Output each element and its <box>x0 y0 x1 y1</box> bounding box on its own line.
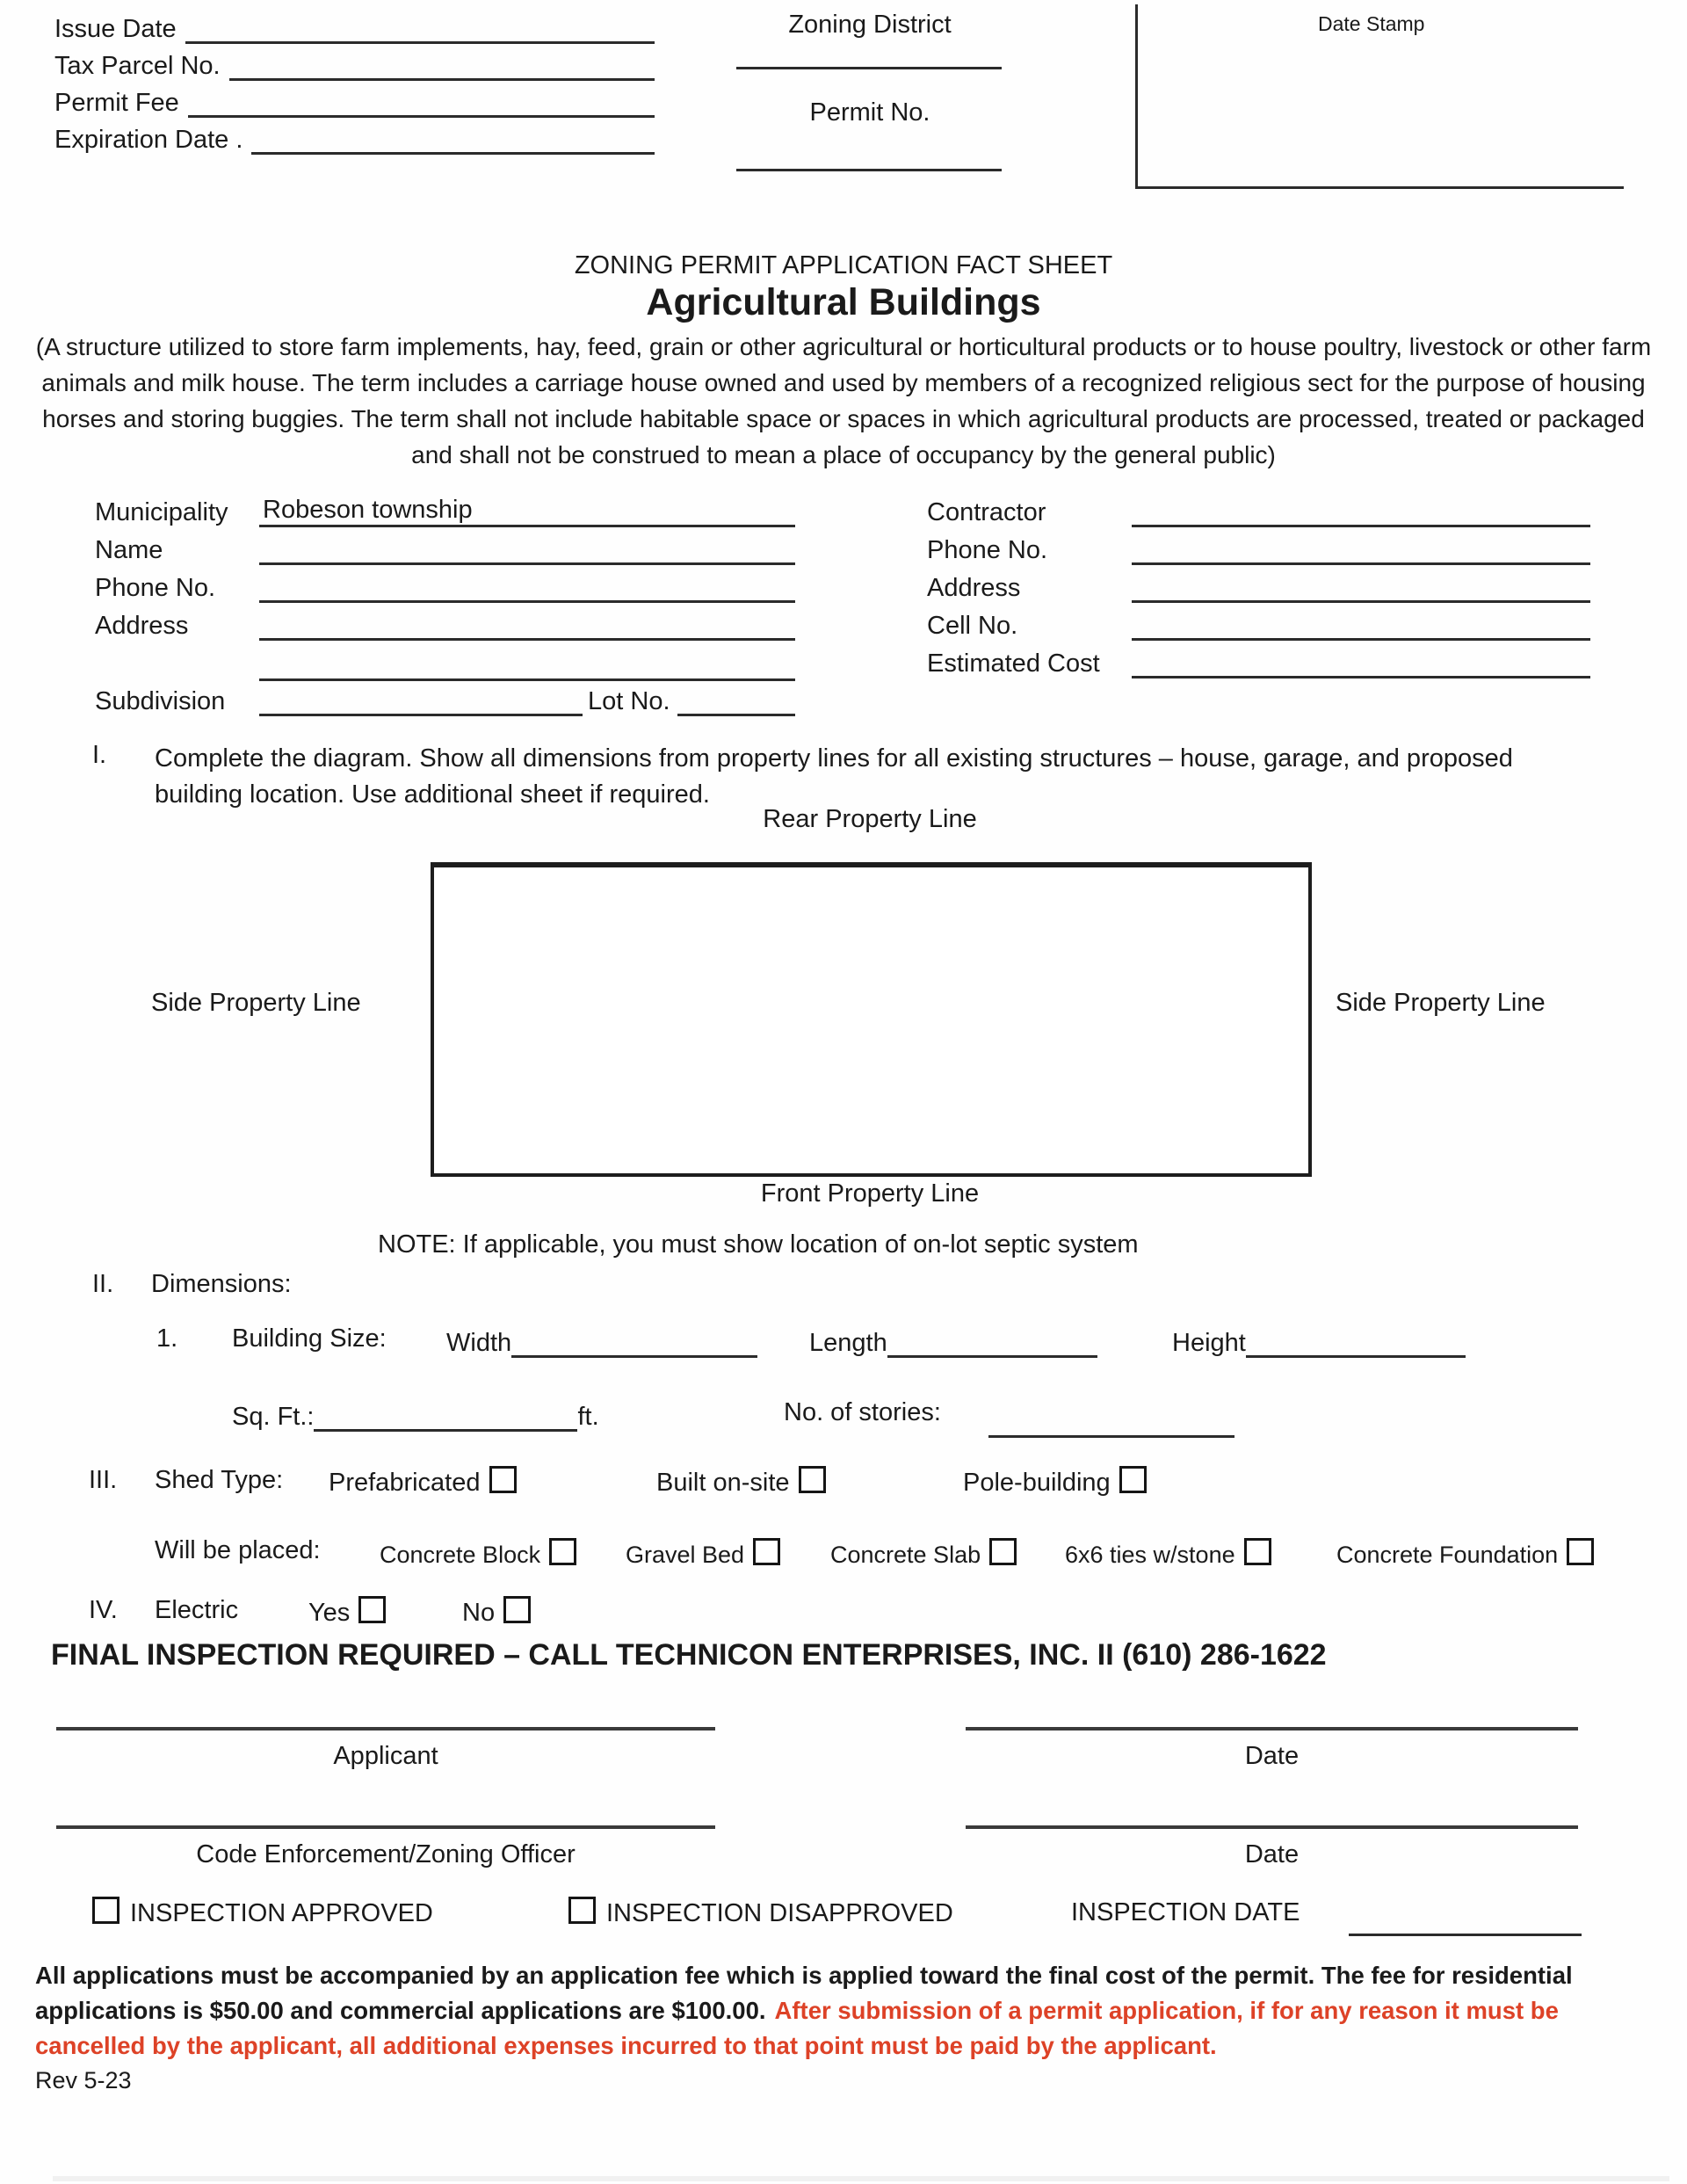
placement-option <box>626 1538 780 1569</box>
contractor-phone-label: Phone No. <box>927 536 1048 564</box>
concrete-block-checkbox[interactable] <box>549 1538 576 1565</box>
lot-no-label: Lot No. <box>588 687 670 715</box>
length-label: Length <box>809 1329 887 1357</box>
officer-signature-line[interactable] <box>56 1825 715 1829</box>
name-label: Name <box>95 536 163 564</box>
sqft-label: Sq. Ft.: <box>232 1403 315 1431</box>
length-line[interactable] <box>887 1346 1097 1358</box>
electric-label: Electric <box>155 1596 239 1624</box>
6x6-ties-checkbox[interactable] <box>1244 1538 1271 1565</box>
stories-line[interactable] <box>988 1405 1234 1438</box>
inspection-approved-checkbox[interactable] <box>92 1897 119 1924</box>
inspection-disapproved-checkbox[interactable] <box>568 1897 596 1924</box>
contractor-address-line[interactable] <box>1132 591 1590 603</box>
fee-text-red: After submission of a permit application, if for any reason it must be cancelled by the applicant, all additional expenses incurred to that point must be paid by the applicant. <box>35 1997 1559 2059</box>
contractor-phone-row <box>927 535 1590 565</box>
form-kicker: ZONING PERMIT APPLICATION FACT SHEET <box>574 251 1113 279</box>
inspection-date-label: INSPECTION DATE <box>1071 1898 1300 1926</box>
name-line[interactable] <box>259 554 795 565</box>
contractor-phone-line[interactable] <box>1132 554 1590 565</box>
concrete-block-label: Concrete Block <box>380 1542 541 1568</box>
phone-row <box>95 573 795 603</box>
contractor-address-row <box>927 573 1590 603</box>
permit-fee-row <box>54 84 655 118</box>
shed-type-option <box>329 1466 517 1498</box>
side-property-line-left-label: Side Property Line <box>151 989 361 1017</box>
section2-title: Dimensions: <box>151 1270 292 1298</box>
cell-label: Cell No. <box>927 612 1018 640</box>
date-stamp-box <box>1135 4 1624 189</box>
contractor-address-label: Address <box>927 574 1021 602</box>
built-on-site-label: Built on-site <box>656 1469 790 1497</box>
pole-building-label: Pole-building <box>963 1469 1111 1497</box>
fee-paragraph <box>35 1958 1665 2094</box>
name-row <box>95 535 795 565</box>
concrete-foundation-label: Concrete Foundation <box>1336 1542 1559 1568</box>
revision-label: Rev 5-23 <box>35 2067 132 2093</box>
shed-type-label: Shed Type: <box>155 1466 284 1494</box>
concrete-slab-label: Concrete Slab <box>830 1542 981 1568</box>
placement-option <box>1065 1538 1271 1569</box>
built-on-site-checkbox[interactable] <box>799 1466 826 1493</box>
zoning-district-label: Zoning District <box>788 11 952 39</box>
septic-note: NOTE: If applicable, you must show location of on-lot septic system <box>378 1230 1139 1259</box>
issue-date-label: Issue Date <box>54 15 177 43</box>
contractor-label: Contractor <box>927 498 1046 526</box>
inspection-disapproved-option <box>568 1897 953 1928</box>
item-1-numeral: 1. <box>156 1324 178 1353</box>
stories-label: No. of stories: <box>784 1398 941 1426</box>
estimated-cost-line[interactable] <box>1132 667 1590 678</box>
electric-no-label: No <box>462 1599 496 1627</box>
front-property-line-label: Front Property Line <box>760 1179 980 1208</box>
width-line[interactable] <box>511 1346 757 1358</box>
section3-numeral: III. <box>89 1466 118 1494</box>
permit-fee-line[interactable] <box>188 106 655 118</box>
gravel-bed-checkbox[interactable] <box>753 1538 780 1565</box>
address-label: Address <box>95 612 189 640</box>
phone-line[interactable] <box>259 591 795 603</box>
shed-type-option <box>963 1466 1147 1498</box>
date-stamp-label: Date Stamp <box>1318 12 1425 35</box>
zoning-district-line[interactable] <box>736 37 1002 69</box>
permit-fee-label: Permit Fee <box>54 89 179 117</box>
address-row <box>95 611 795 641</box>
expiration-date-label: Expiration Date . <box>54 126 243 154</box>
inspection-date-line[interactable] <box>1349 1904 1582 1936</box>
length-field <box>809 1324 1097 1358</box>
officer-date-label: Date <box>1244 1840 1300 1868</box>
inspection-approved-option <box>92 1897 433 1928</box>
address-line[interactable] <box>259 629 795 641</box>
municipality-line[interactable] <box>259 496 795 527</box>
placement-option <box>380 1538 576 1569</box>
placement-option <box>830 1538 1017 1569</box>
electric-yes-option <box>308 1596 386 1628</box>
issue-date-row <box>54 11 655 44</box>
estimated-cost-label: Estimated Cost <box>927 649 1100 678</box>
width-label: Width <box>446 1329 512 1357</box>
phone-label: Phone No. <box>95 574 216 602</box>
section1-numeral: I. <box>92 741 107 769</box>
applicant-date-line[interactable] <box>966 1727 1578 1731</box>
officer-signature-label: Code Enforcement/Zoning Officer <box>196 1840 576 1868</box>
height-field <box>1172 1324 1466 1358</box>
width-field <box>446 1324 757 1358</box>
page-title: Agricultural Buildings <box>646 281 1041 323</box>
expiration-date-line[interactable] <box>251 143 655 155</box>
electric-yes-checkbox[interactable] <box>358 1596 386 1623</box>
height-line[interactable] <box>1246 1346 1466 1358</box>
officer-date-line[interactable] <box>966 1825 1578 1829</box>
applicant-signature-label: Applicant <box>333 1742 438 1770</box>
concrete-foundation-checkbox[interactable] <box>1567 1538 1594 1565</box>
prefabricated-checkbox[interactable] <box>489 1466 517 1493</box>
plot-diagram-box[interactable] <box>431 862 1312 1177</box>
electric-yes-label: Yes <box>308 1599 351 1627</box>
inspection-approved-label: INSPECTION APPROVED <box>130 1899 433 1927</box>
contractor-row <box>927 497 1590 527</box>
applicant-date-label: Date <box>1244 1742 1300 1770</box>
cell-row <box>927 611 1590 641</box>
sqft-line[interactable] <box>314 1420 577 1432</box>
permit-no-label: Permit No. <box>809 98 930 127</box>
prefabricated-label: Prefabricated <box>329 1469 481 1497</box>
inspection-disapproved-label: INSPECTION DISAPPROVED <box>606 1899 953 1927</box>
side-property-line-right-label: Side Property Line <box>1336 989 1546 1017</box>
rear-property-line-label: Rear Property Line <box>763 805 977 833</box>
issue-date-line[interactable] <box>185 33 655 44</box>
municipality-label: Municipality <box>95 498 228 526</box>
lot-no-line[interactable] <box>677 705 796 716</box>
building-size-label: Building Size: <box>232 1324 387 1353</box>
expiration-date-row <box>54 121 655 155</box>
estimated-cost-row <box>927 649 1590 678</box>
tax-parcel-row <box>54 47 655 81</box>
sqft-field <box>232 1398 599 1432</box>
6x6-ties-label: 6x6 ties w/stone <box>1065 1542 1235 1568</box>
section2-numeral: II. <box>92 1270 114 1298</box>
permit-no-line[interactable] <box>736 139 1002 171</box>
placement-label: Will be placed: <box>155 1536 321 1564</box>
shed-type-option <box>656 1466 826 1498</box>
concrete-slab-checkbox[interactable] <box>989 1538 1017 1565</box>
placement-option <box>1336 1538 1594 1569</box>
subdivision-line[interactable] <box>259 705 583 716</box>
applicant-signature-line[interactable] <box>56 1727 715 1731</box>
contractor-line[interactable] <box>1132 516 1590 527</box>
municipality-row <box>95 497 795 527</box>
pole-building-checkbox[interactable] <box>1119 1466 1147 1493</box>
tax-parcel-line[interactable] <box>229 69 655 81</box>
electric-no-checkbox[interactable] <box>503 1596 531 1623</box>
section1-text: Complete the diagram. Show all dimensions from property lines for all existing structures – house, garage, and proposed building location. Use additional sheet if required. <box>155 744 1513 809</box>
section4-numeral: IV. <box>89 1596 118 1624</box>
subdivision-row <box>95 686 795 716</box>
cell-line[interactable] <box>1132 629 1590 641</box>
gravel-bed-label: Gravel Bed <box>626 1542 745 1568</box>
definition-paragraph: (A structure utilized to store farm implements, hay, feed, grain or other agricultural or horticultural products or to house poultry, livestock or other farm animals and milk house. The term includes a carriage house owned and used by members of a recognized religious sect for the purpose of housing horses and storing buggies. The term shall not include habitable space or spaces in which agricultural products are processed, treated or packaged and shall not be construed to mean a place of occupancy by the general public) <box>35 333 1652 468</box>
address-line-2[interactable] <box>259 649 795 681</box>
electric-no-option <box>462 1596 531 1628</box>
tax-parcel-label: Tax Parcel No. <box>54 52 221 80</box>
fee-text-black: All applications must be accompanied by an application fee which is applied toward the final cost of the permit. The fee for residential applications is $50.00 and commercial applications are $100.00. <box>35 1962 1573 2024</box>
scan-edge-artifact <box>53 2176 1669 2181</box>
height-label: Height <box>1172 1329 1246 1357</box>
final-inspection-notice: FINAL INSPECTION REQUIRED – CALL TECHNICON ENTERPRISES, INC. II (610) 286-1622 <box>51 1638 1327 1672</box>
subdivision-label: Subdivision <box>95 687 226 715</box>
municipality-value: Robeson township <box>263 496 473 524</box>
ft-label: ft. <box>577 1403 599 1431</box>
